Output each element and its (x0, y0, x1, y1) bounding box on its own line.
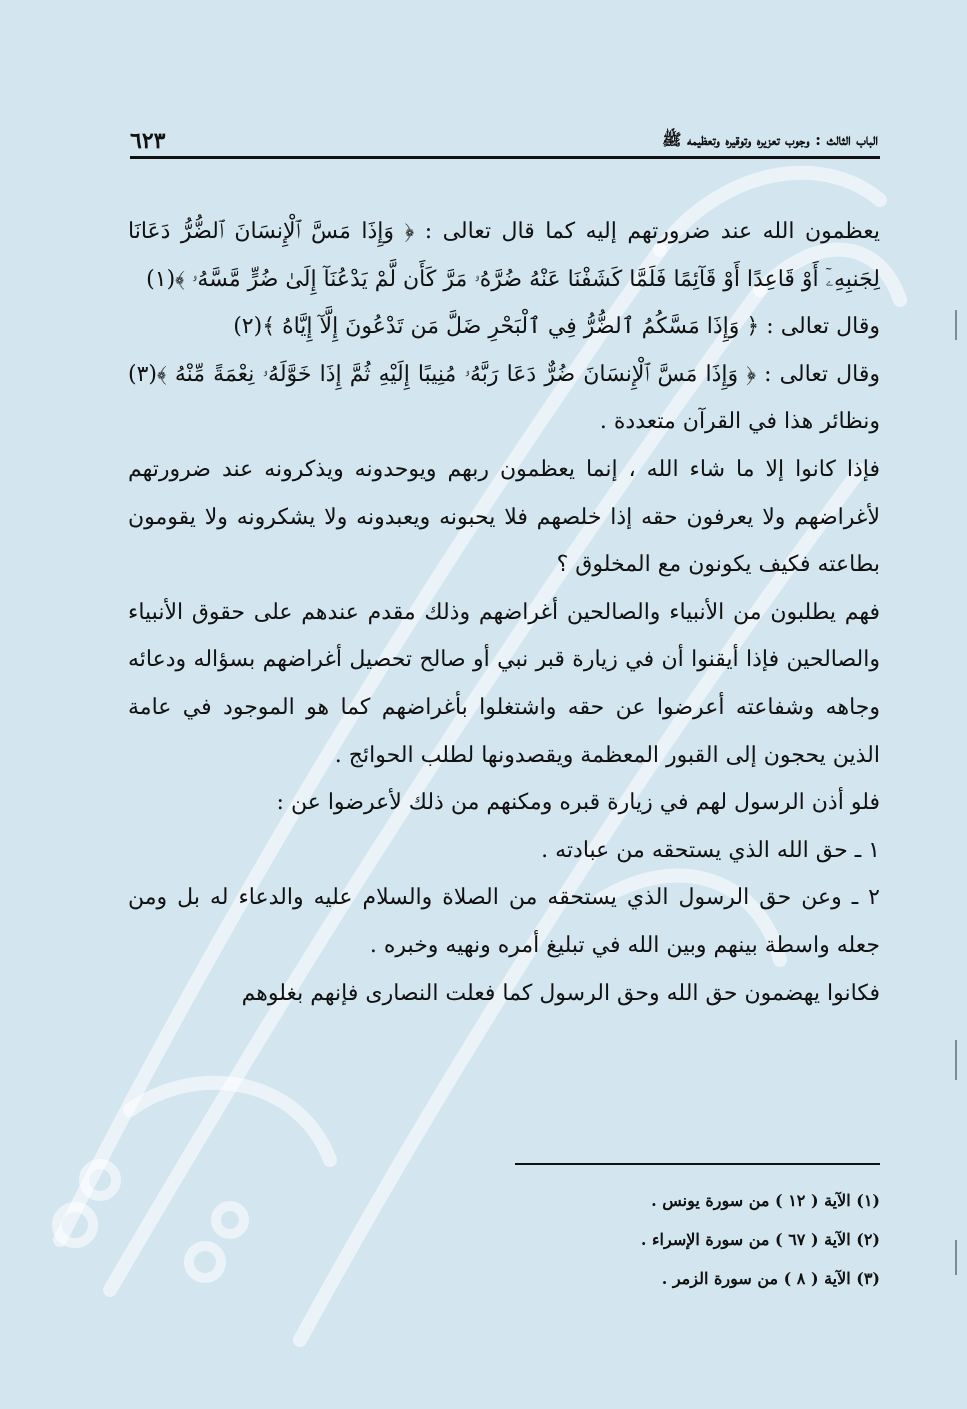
header-divider (130, 156, 880, 159)
paragraph-3: وقال تعالى : ﴿ وَإِذَا مَسَّ ٱلْإِنسَانَ ضُرٌّ دَعَا رَبَّهُۥ مُنِيبًا إِلَيْهِ ثُمَّ إِذَا خَوَّلَهُۥ نِعْمَةً مِّنْهُ ﴾(٣) ونظائر هذا في القرآن متعددة . (128, 361, 880, 435)
footnote-divider (515, 1163, 880, 1165)
list-item-2: ٢ ـ وعن حق الرسول الذي يستحقه من الصلاة والسلام عليه والدعاء له بل ومن جعله واسطة بينهم وبين الله في تبليغ أمره ونهيه وخبره . (128, 885, 880, 958)
list-item-1: ١ ـ حق الله الذي يستحقه من عبادته . (541, 837, 880, 863)
paragraph-1: يعظمون الله عند ضرورتهم إليه كما قال تعالى : ﴿ وَإِذَا مَسَّ ٱلْإِنسَانَ ٱلضُّرُّ دَعَانَا لِجَنبِهِۦٓ أَوْ قَاعِدًا أَوْ قَآئِمًا فَلَمَّا كَشَفْنَا عَنْهُ ضُرَّهُۥ مَرَّ كَأَن لَّمْ يَدْعُنَآ إِلَىٰ ضُرٍّ مَّسَّهُۥ ﴾(١) (128, 219, 880, 292)
scan-edge-mark (955, 310, 957, 340)
footnote-1: (١) الآية ( ١٢ ) من سورة يونس . (651, 1191, 880, 1210)
page-number: ٦٢٣ (130, 128, 166, 154)
paragraph-4: فإذا كانوا إلا ما شاء الله ، إنما يعظمون ربهم ويوحدونه ويذكرونه عند ضرورتهم لأغراضهم ولا يعرفون حقه إذا خلصهم فلا يحبونه ويعبدونه ولا يشكرونه ولا يقومون بطاعته فكيف يكونون مع المخلوق ؟ (128, 456, 880, 578)
footnote-2: (٢) الآية ( ٦٧ ) من سورة الإسراء . (640, 1230, 880, 1249)
paragraph-5: فهم يطلبون من الأنبياء والصالحين أغراضهم وذلك مقدم عندهم على حقوق الأنبياء والصالحين فإذا أيقنوا أن في زيارة قبر نبي أو صالح تحصيل أغراضهم بسؤاله ودعائه وجاهه وشفاعته أعرضوا عن حقه واشتغلوا بأغراضهم كما هو الموجود في عامة الذين يحجون إلى القبور المعظمة ويقصدونها لطلب الحوائج . (128, 599, 880, 768)
scan-edge-mark (955, 1040, 957, 1080)
footnotes (480, 1181, 880, 1298)
main-text (128, 208, 880, 1017)
chapter-title: الباب الثالث : وجوب تعزيره وتوقيره وتعظيمه ﷺ (662, 130, 878, 149)
paragraph-7: فكانوا يهضمون حق الله وحق الرسول كما فعلت النصارى فإنهم بغلوهم (241, 980, 880, 1006)
scan-edge-mark (955, 1240, 957, 1275)
footnote-3: (٣) الآية ( ٨ ) من سورة الزمر . (661, 1269, 880, 1288)
paragraph-2: وقال تعالى : ﴿ وَإِذَا مَسَّكُمُ ٱلضُّرُّ فِي ٱلْبَحْرِ ضَلَّ مَن تَدْعُونَ إِلَّآ إِيَّاهُ ﴾(٢) (233, 314, 880, 340)
paragraph-6: فلو أذن الرسول لهم في زيارة قبره ومكنهم من ذلك لأعرضوا عن : (276, 790, 880, 816)
